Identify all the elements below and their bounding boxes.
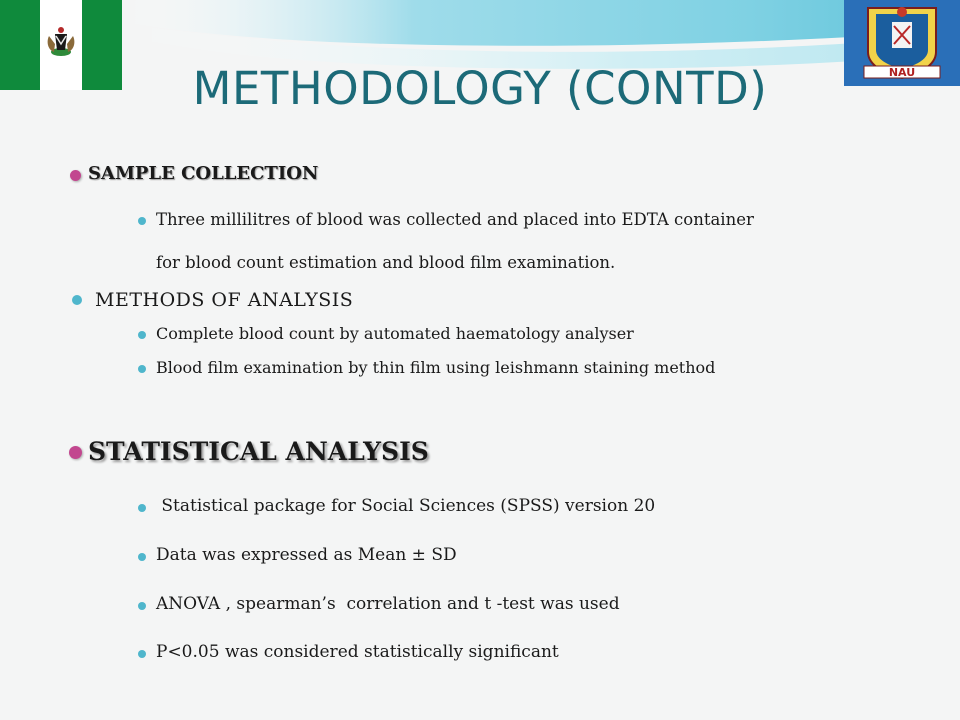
list-item: Complete blood count by automated haematology analyser bbox=[156, 324, 634, 343]
bullet-icon bbox=[138, 553, 146, 561]
section-heading-methods: METHODS OF ANALYSIS bbox=[95, 289, 354, 311]
section-heading-statistics: STATISTICAL ANALYSIS bbox=[88, 437, 429, 466]
list-item: P<0.05 was considered statistically significant bbox=[156, 642, 559, 662]
heading-bullet-icon bbox=[70, 170, 81, 181]
bullet-icon bbox=[138, 504, 146, 512]
slide-title: METHODOLOGY (CONTD) bbox=[192, 62, 768, 115]
list-item: Three millilitres of blood was collected and placed into EDTA container bbox=[156, 210, 754, 229]
list-item: Blood film examination by thin film using leishmann staining method bbox=[156, 358, 716, 377]
list-item: ANOVA , spearman’s correlation and t -test was used bbox=[156, 594, 620, 614]
bullet-icon bbox=[138, 365, 146, 373]
bullet-icon bbox=[138, 602, 146, 610]
list-item: Statistical package for Social Sciences (SPSS) version 20 bbox=[156, 496, 656, 516]
list-item: Data was expressed as Mean ± SD bbox=[156, 545, 457, 565]
bullet-icon bbox=[138, 217, 146, 225]
logo-text: NAU bbox=[888, 66, 916, 79]
heading-bullet-icon bbox=[69, 446, 82, 459]
bullet-icon bbox=[138, 650, 146, 658]
section-heading-sample-collection: SAMPLE COLLECTION bbox=[88, 163, 319, 184]
heading-bullet-icon bbox=[72, 295, 82, 305]
list-item-continuation: for blood count estimation and blood film examination. bbox=[156, 253, 616, 272]
bullet-icon bbox=[138, 331, 146, 339]
